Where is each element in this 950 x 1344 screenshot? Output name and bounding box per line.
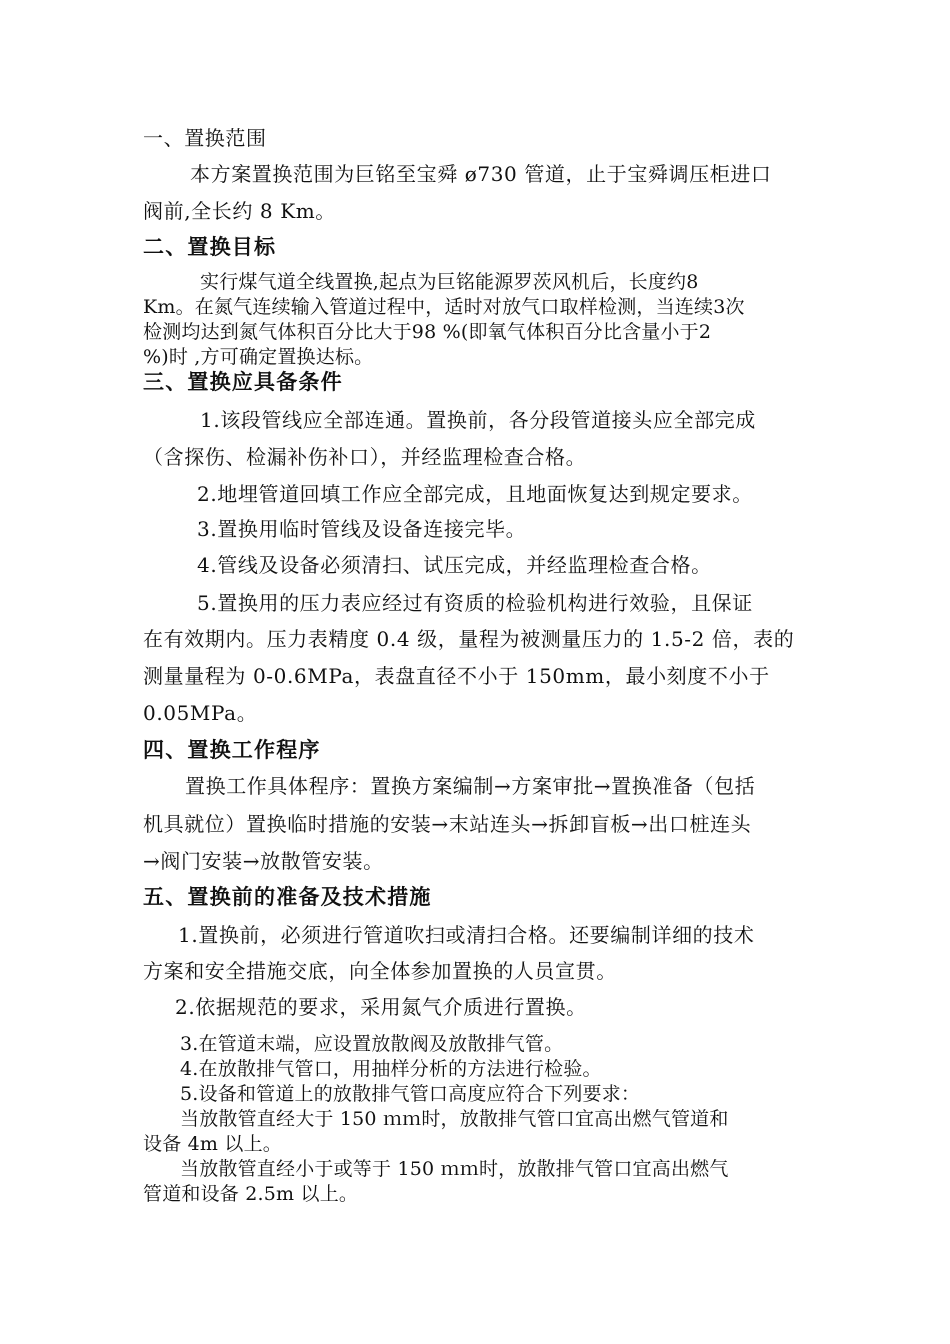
section-5-heading: 五、置换前的准备及技术措施 xyxy=(143,884,432,909)
section-5-item-2: 2.依据规范的要求，采用氮气介质进行置换。 xyxy=(175,995,587,1019)
section-3-item-1b: （含探伤、检漏补伤补口），并经监理检查合格。 xyxy=(143,445,587,469)
section-5-para-1a: 当放散管直经大于 150 ｍｍ时，放散排气管口宜高出燃气管道和 xyxy=(180,1108,729,1130)
section-5-para-2b: 管道和设备 2.5m 以上。 xyxy=(143,1183,359,1205)
section-3-item-5c: 测量量程为 0-0.6MPa，表盘直径不小于 150mm，最小刻度不小于 xyxy=(143,664,770,688)
section-5-item-3: 3.在管道末端，应设置放散阀及放散排气管。 xyxy=(180,1033,564,1055)
section-3-item-5a: 5.置换用的压力表应经过有资质的检验机构进行效验，且保证 xyxy=(197,591,753,615)
section-5-para-2a: 当放散管直经小于或等于 150 ｍｍ时，放散排气管口宜高出燃气 xyxy=(180,1158,729,1180)
section-2-line-1: 实行煤气道全线置换,起点为巨铭能源罗茨风机后，长度约8 xyxy=(200,271,699,293)
section-5-item-1b: 方案和安全措施交底，向全体参加置换的人员宣贯。 xyxy=(143,959,617,983)
section-4-line-3: →阀门安装→放散管安装。 xyxy=(143,849,384,873)
section-4-line-2: 机具就位）置换临时措施的安装→末站连头→拆卸盲板→出口桩连头 xyxy=(143,812,752,836)
section-5-para-1b: 设备 4m 以上。 xyxy=(143,1133,282,1155)
section-5-item-1a: 1.置换前，必须进行管道吹扫或清扫合格。还要编制详细的技术 xyxy=(178,923,755,947)
section-5-item-5: 5.设备和管道上的放散排气管口高度应符合下列要求： xyxy=(180,1083,641,1105)
section-3-item-5d: 0.05MPa。 xyxy=(143,701,258,725)
section-1-heading: 一、置换范围 xyxy=(143,126,267,150)
section-2-line-4: %)时 ,方可确定置换达标。 xyxy=(143,346,374,368)
section-3-heading: 三、置换应具备条件 xyxy=(143,369,343,394)
section-4-heading: 四、置换工作程序 xyxy=(143,737,321,762)
section-2-heading: 二、置换目标 xyxy=(143,234,277,259)
section-2-line-2: Km。在氮气连续输入管道过程中，适时对放气口取样检测，当连续3次 xyxy=(143,296,745,318)
section-3-item-1a: 1.该段管线应全部连通。置换前，各分段管道接头应全部完成 xyxy=(200,408,756,432)
section-5-item-4: 4.在放散排气管口，用抽样分析的方法进行检验。 xyxy=(180,1058,602,1080)
section-3-item-4: 4.管线及设备必须清扫、试压完成，并经监理检查合格。 xyxy=(197,553,712,577)
section-3-item-2: 2.地埋管道回填工作应全部完成，且地面恢复达到规定要求。 xyxy=(197,482,753,506)
section-3-item-3: 3.置换用临时管线及设备连接完毕。 xyxy=(197,517,527,541)
section-1-line-1: 本方案置换范围为巨铭至宝舜 ø730 管道，止于宝舜调压柜进口 xyxy=(190,162,772,186)
section-3-item-5b: 在有效期内。压力表精度 0.4 级，量程为被测量压力的 1.5-2 倍，表的 xyxy=(143,627,795,651)
section-4-line-1: 置换工作具体程序：置换方案编制→方案审批→置换准备（包括 xyxy=(185,774,756,798)
section-2-line-3: 检测均达到氮气体积百分比大于98 %(即氧气体积百分比含量小于2 xyxy=(143,321,712,343)
section-1-line-2: 阀前,全长约 8 Km。 xyxy=(143,199,336,223)
